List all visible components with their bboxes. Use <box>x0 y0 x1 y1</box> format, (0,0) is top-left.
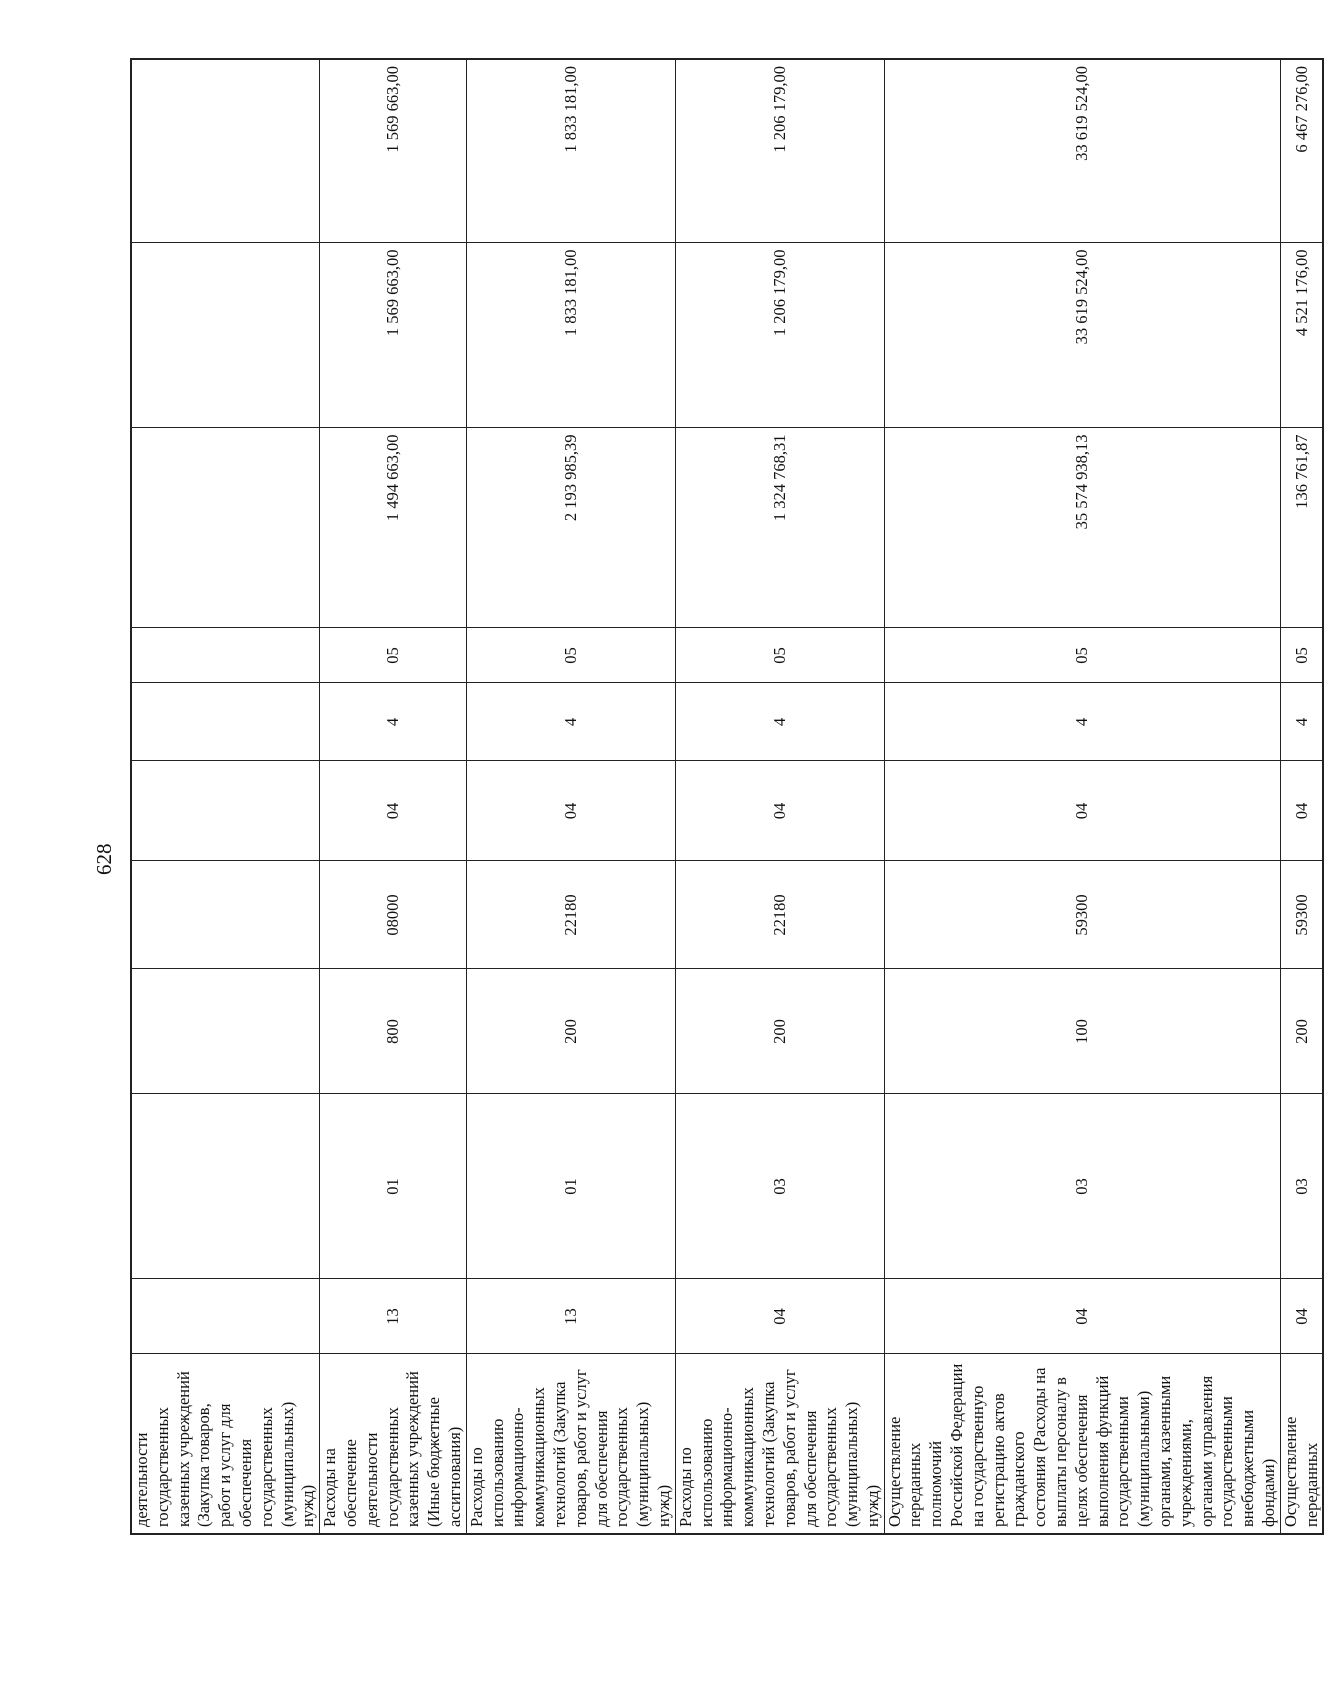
program-subprogram-code-cell: 04 <box>675 761 884 861</box>
table-row <box>466 59 675 1534</box>
section-code-cell: 01 <box>320 1094 467 1279</box>
program-code-cell: 05 <box>675 628 884 683</box>
amount-year-3-cell <box>131 59 320 243</box>
program-code-cell: 05 <box>466 628 675 683</box>
program-type-code-cell <box>131 683 320 761</box>
amount-year-2-cell <box>131 243 320 428</box>
amount-year-2-cell: 1 833 181,00 <box>466 243 675 428</box>
amount-year-3-cell: 6 467 276,00 <box>1280 59 1323 243</box>
amount-year-1-cell: 136 761,87 <box>1280 428 1323 628</box>
amount-year-1-cell: 2 193 985,39 <box>466 428 675 628</box>
subsection-code-cell <box>131 1279 320 1354</box>
budget-table <box>130 58 1324 1535</box>
table-row <box>131 59 320 1534</box>
amount-year-1-cell: 1 494 663,00 <box>320 428 467 628</box>
amount-year-2-cell: 1 569 663,00 <box>320 243 467 428</box>
expense-type-code-cell: 800 <box>320 969 467 1094</box>
program-type-code-cell: 4 <box>1280 683 1323 761</box>
amount-year-3-cell: 1 206 179,00 <box>675 59 884 243</box>
program-code-cell: 05 <box>320 628 467 683</box>
direction-code-cell: 22180 <box>675 861 884 969</box>
program-type-code-cell: 4 <box>675 683 884 761</box>
amount-year-1-cell <box>131 428 320 628</box>
subsection-code-cell: 04 <box>1280 1279 1323 1354</box>
program-subprogram-code-cell <box>131 761 320 861</box>
section-code-cell: 01 <box>466 1094 675 1279</box>
page-number: 628 <box>92 843 116 875</box>
amount-year-1-cell: 35 574 938,13 <box>884 428 1280 628</box>
direction-code-cell: 08000 <box>320 861 467 969</box>
amount-year-2-cell: 33 619 524,00 <box>884 243 1280 428</box>
section-code-cell: 03 <box>675 1094 884 1279</box>
direction-code-cell: 59300 <box>1280 861 1323 969</box>
row-name-cell: Расходы по использованию информационно-коммуникационных технологий (Закупка товаров, работ и услуг для обеспечения государственных (муниципальных) нужд) <box>466 1354 675 1534</box>
subsection-code-cell: 13 <box>466 1279 675 1354</box>
subsection-code-cell: 04 <box>675 1279 884 1354</box>
expense-type-code-cell: 100 <box>884 969 1280 1094</box>
table-row <box>675 59 884 1534</box>
section-code-cell: 03 <box>1280 1094 1323 1279</box>
amount-year-3-cell: 33 619 524,00 <box>884 59 1280 243</box>
table-row <box>320 59 467 1534</box>
amount-year-1-cell: 1 324 768,31 <box>675 428 884 628</box>
program-code-cell <box>131 628 320 683</box>
table-row <box>884 59 1280 1534</box>
direction-code-cell <box>131 861 320 969</box>
subsection-code-cell: 13 <box>320 1279 467 1354</box>
row-name-cell: Расходы на обеспечение деятельности государственных казенных учреждений (Иные бюджетные ассигнования) <box>320 1354 467 1534</box>
program-subprogram-code-cell: 04 <box>320 761 467 861</box>
row-name-cell: Осуществление переданных <box>1280 1354 1323 1534</box>
amount-year-2-cell: 4 521 176,00 <box>1280 243 1323 428</box>
row-name-cell: Расходы по использованию информационно-коммуникационных технологий (Закупка товаров, работ и услуг для обеспечения государственных (муниципальных) нужд) <box>675 1354 884 1534</box>
direction-code-cell: 22180 <box>466 861 675 969</box>
section-code-cell: 03 <box>884 1094 1280 1279</box>
expense-type-code-cell <box>131 969 320 1094</box>
program-type-code-cell: 4 <box>884 683 1280 761</box>
table-row <box>1280 59 1323 1534</box>
budget-table-rotated <box>130 60 1321 1535</box>
program-subprogram-code-cell: 04 <box>884 761 1280 861</box>
program-subprogram-code-cell: 04 <box>466 761 675 861</box>
expense-type-code-cell: 200 <box>1280 969 1323 1094</box>
program-subprogram-code-cell: 04 <box>1280 761 1323 861</box>
program-type-code-cell: 4 <box>320 683 467 761</box>
amount-year-2-cell: 1 206 179,00 <box>675 243 884 428</box>
amount-year-3-cell: 1 569 663,00 <box>320 59 467 243</box>
section-code-cell <box>131 1094 320 1279</box>
row-name-cell: Осуществление переданных полномочий Российской Федерации на государственную регистрацию актов гражданского состояния (Расходы на выплаты персоналу в целях обеспечения выполнения функций государственными (муниципальными) органами, казенными учреждениями, органами управления государственными внебюджетными фондами) <box>884 1354 1280 1534</box>
row-name-cell: деятельности государственных казенных учреждений (Закупка товаров, работ и услуг для обеспечения государственных (муниципальных) нужд) <box>131 1354 320 1534</box>
expense-type-code-cell: 200 <box>466 969 675 1094</box>
program-code-cell: 05 <box>884 628 1280 683</box>
amount-year-3-cell: 1 833 181,00 <box>466 59 675 243</box>
program-type-code-cell: 4 <box>466 683 675 761</box>
expense-type-code-cell: 200 <box>675 969 884 1094</box>
subsection-code-cell: 04 <box>884 1279 1280 1354</box>
direction-code-cell: 59300 <box>884 861 1280 969</box>
program-code-cell: 05 <box>1280 628 1323 683</box>
